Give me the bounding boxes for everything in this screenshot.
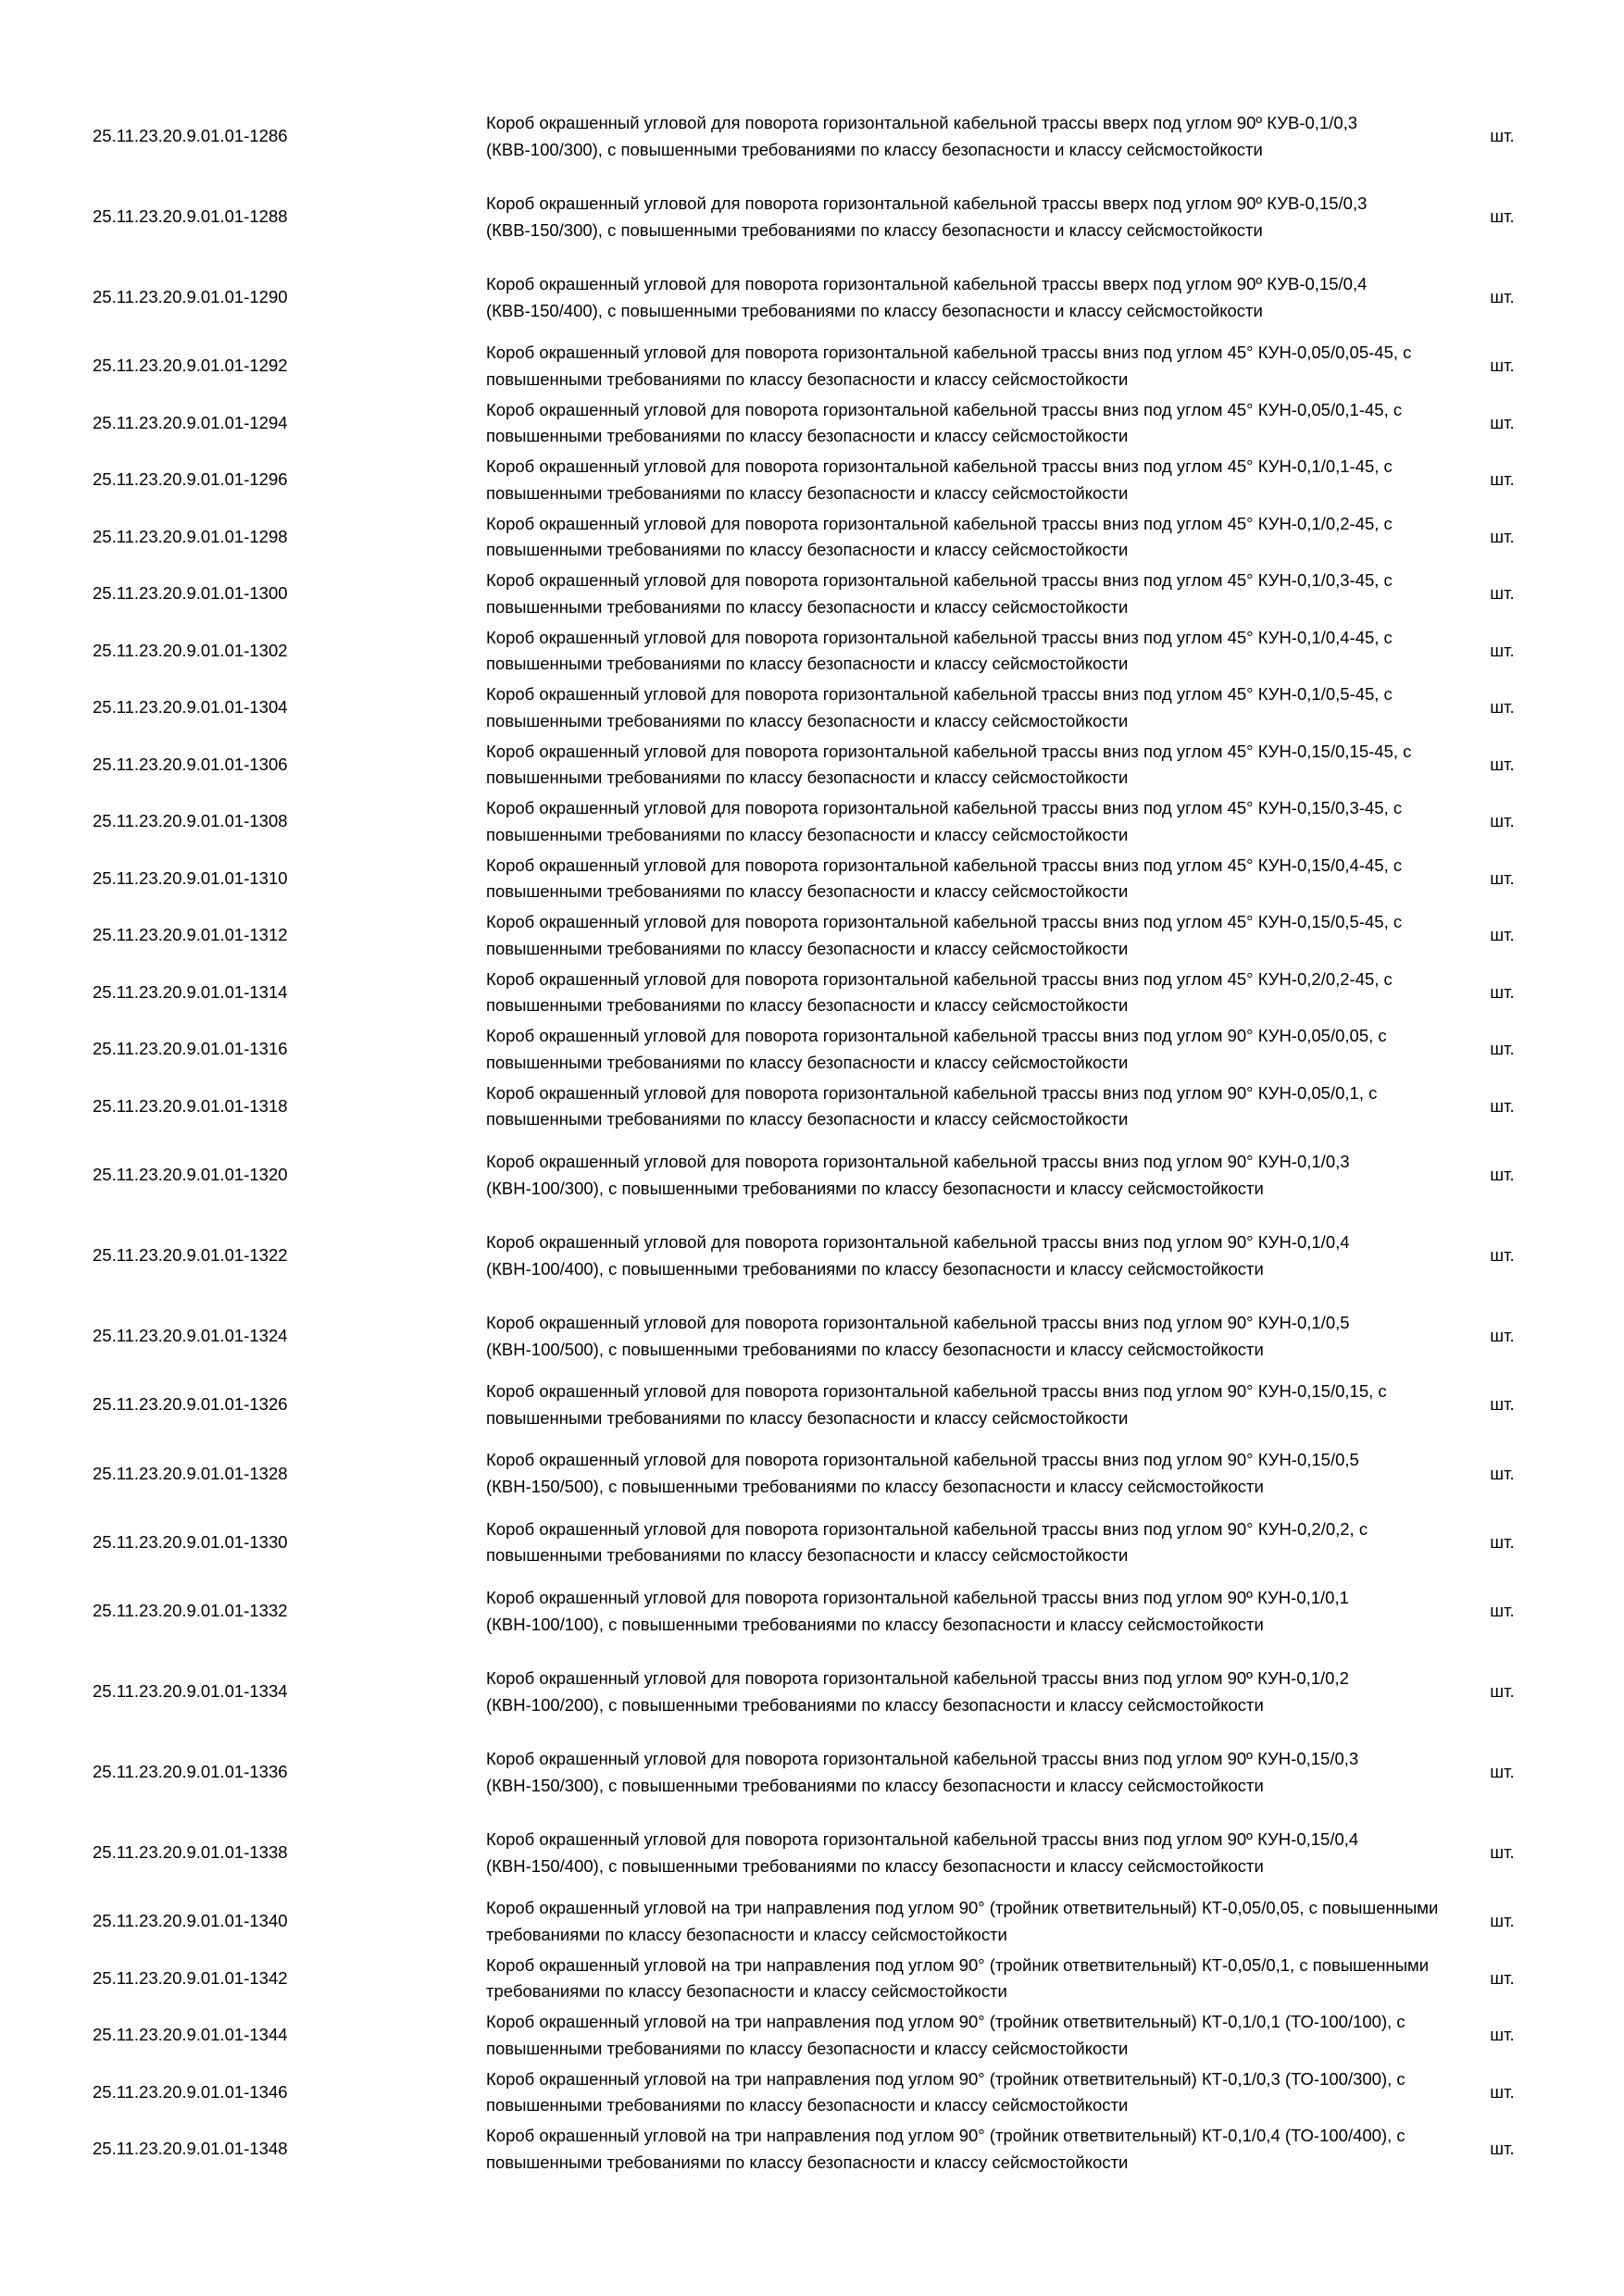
table-row (93, 1732, 1555, 1813)
item-unit: шт. (1490, 867, 1515, 888)
item-name: Короб окрашенный угловой для поворота горизонтальной кабельной трассы вверх под углом 90º КУВ-0,15/0,4 (КВВ-150/400), с повышенными требованиями по классу безопасности и классу сейсмостойкости (486, 273, 1368, 320)
table-row (93, 1515, 1555, 1572)
item-unit: шт. (1490, 526, 1515, 546)
item-unit: шт. (1490, 754, 1515, 774)
item-name: Короб окрашенный угловой для поворота горизонтальной кабельной трассы вниз под углом 90° КУН-0,05/0,1, с повышенными требованиями по классу безопасности и классу сейсмостойкости (486, 1082, 1378, 1129)
item-name: Короб окрашенный угловой для поворота горизонтальной кабельной трассы вниз под углом 45° КУН-0,05/0,05-45, с повышенными требованиями по классу безопасности и классу сейсмостойкости (486, 343, 1412, 389)
item-code: 25.11.23.20.9.01.01-1310 (93, 867, 288, 888)
item-code: 25.11.23.20.9.01.01-1332 (93, 1601, 288, 1621)
item-unit: шт. (1490, 356, 1515, 376)
item-unit: шт. (1490, 1245, 1515, 1266)
item-name: Короб окрашенный угловой для поворота горизонтальной кабельной трассы вниз под углом 90° КУН-0,1/0,5 (КВН-100/500), с повышенными требованиями по классу безопасности и классу сейсмостойкости (486, 1312, 1350, 1359)
item-unit: шт. (1490, 126, 1515, 146)
item-name: Короб окрашенный угловой для поворота горизонтальной кабельной трассы вниз под углом 90° КУН-0,05/0,05, с повышенными требованиями по классу безопасности и классу сейсмостойкости (486, 1026, 1387, 1072)
item-unit: шт. (1490, 469, 1515, 490)
table-row (93, 257, 1555, 338)
item-code: 25.11.23.20.9.01.01-1348 (93, 2139, 288, 2159)
item-unit: шт. (1490, 1165, 1515, 1185)
table-row (93, 1377, 1555, 1434)
item-code: 25.11.23.20.9.01.01-1318 (93, 1095, 288, 1116)
item-code: 25.11.23.20.9.01.01-1334 (93, 1681, 288, 1702)
table-row (93, 2065, 1555, 2122)
item-name: Короб окрашенный угловой для поворота горизонтальной кабельной трассы вниз под углом 90° КУН-0,1/0,4 (КВН-100/400), с повышенными требованиями по классу безопасности и классу сейсмостойкости (486, 1231, 1350, 1279)
table-row (93, 338, 1555, 395)
item-code: 25.11.23.20.9.01.01-1300 (93, 583, 288, 604)
table-row (93, 1951, 1555, 2008)
item-unit: шт. (1490, 412, 1515, 432)
table-row (93, 793, 1555, 851)
item-name: Короб окрашенный угловой на три направления под углом 90° (тройник ответвительный) КТ-0,1/0,4 (ТО-100/400), с повышенными требованиями по классу безопасности и классу сейсмостойкости (486, 2126, 1405, 2172)
item-unit: шт. (1490, 287, 1515, 307)
item-code: 25.11.23.20.9.01.01-1308 (93, 811, 288, 831)
item-code: 25.11.23.20.9.01.01-1298 (93, 526, 288, 546)
item-unit: шт. (1490, 1463, 1515, 1483)
item-name: Короб окрашенный угловой для поворота горизонтальной кабельной трассы вниз под углом 90° КУН-0,15/0,15, с повышенными требованиями по классу безопасности и классу сейсмостойкости (486, 1381, 1387, 1428)
item-name: Короб окрашенный угловой на три направления под углом 90° (тройник ответвительный) КТ-0,05/0,1, с повышенными требованиями по классу безопасности и классу сейсмостойкости (486, 1954, 1430, 2002)
item-code: 25.11.23.20.9.01.01-1340 (93, 1911, 288, 1931)
item-name: Короб окрашенный угловой для поворота горизонтальной кабельной трассы вниз под углом 45° КУН-0,15/0,3-45, с повышенными требованиями по классу безопасности и классу сейсмостойкости (486, 798, 1403, 844)
item-name: Короб окрашенный угловой для поворота горизонтальной кабельной трассы вниз под углом 45° КУН-0,15/0,5-45, с повышенными требованиями по классу безопасности и классу сейсмостойкости (486, 912, 1403, 958)
table-row (93, 1893, 1555, 1951)
table-row (93, 1021, 1555, 1079)
item-code: 25.11.23.20.9.01.01-1312 (93, 925, 288, 945)
table-row (93, 907, 1555, 965)
item-name: Короб окрашенный угловой для поворота горизонтальной кабельной трассы вниз под углом 90° КУН-0,2/0,2, с повышенными требованиями по классу безопасности и классу сейсмостойкости (486, 1518, 1368, 1566)
item-code: 25.11.23.20.9.01.01-1346 (93, 2081, 288, 2102)
item-code: 25.11.23.20.9.01.01-1322 (93, 1245, 288, 1266)
item-unit: шт. (1490, 1967, 1515, 1988)
item-code: 25.11.23.20.9.01.01-1288 (93, 206, 288, 227)
item-name: Короб окрашенный угловой для поворота горизонтальной кабельной трассы вверх под углом 90º КУВ-0,1/0,3 (КВВ-100/300), с повышенными требованиями по классу безопасности и классу сейсмостойкости (486, 112, 1358, 159)
item-code: 25.11.23.20.9.01.01-1294 (93, 412, 288, 432)
item-unit: шт. (1490, 1326, 1515, 1346)
item-name: Короб окрашенный угловой на три направления под углом 90° (тройник ответвительный) КТ-0,1/0,1 (ТО-100/100), с повышенными требованиями по классу безопасности и классу сейсмостойкости (486, 2012, 1405, 2058)
item-code: 25.11.23.20.9.01.01-1342 (93, 1967, 288, 1988)
table-row (93, 1135, 1555, 1216)
item-code: 25.11.23.20.9.01.01-1306 (93, 754, 288, 774)
item-name: Короб окрашенный угловой для поворота горизонтальной кабельной трассы вниз под углом 45° КУН-0,1/0,2-45, с повышенными требованиями по классу безопасности и классу сейсмостойкости (486, 513, 1393, 560)
item-name: Короб окрашенный угловой для поворота горизонтальной кабельной трассы вниз под углом 45° КУН-0,1/0,5-45, с повышенными требованиями по классу безопасности и классу сейсмостойкости (486, 684, 1393, 730)
table-row (93, 509, 1555, 567)
item-unit: шт. (1490, 1842, 1515, 1863)
item-name: Короб окрашенный угловой для поворота горизонтальной кабельной трассы вниз под углом 90º КУН-0,15/0,4 (КВН-150/400), с повышенными требованиями по классу безопасности и классу сейсмостойкости (486, 1828, 1359, 1876)
item-code: 25.11.23.20.9.01.01-1328 (93, 1463, 288, 1483)
item-code: 25.11.23.20.9.01.01-1302 (93, 640, 288, 660)
item-code: 25.11.23.20.9.01.01-1344 (93, 2025, 288, 2045)
item-unit: шт. (1490, 981, 1515, 1002)
table-row (93, 1216, 1555, 1296)
catalog-table (93, 96, 1555, 2178)
item-unit: шт. (1490, 206, 1515, 227)
table-row (93, 566, 1555, 623)
item-name: Короб окрашенный угловой для поворота горизонтальной кабельной трассы вниз под углом 45° КУН-0,1/0,1-45, с повышенными требованиями по классу безопасности и классу сейсмостойкости (486, 456, 1393, 503)
item-unit: шт. (1490, 2139, 1515, 2159)
item-code: 25.11.23.20.9.01.01-1304 (93, 697, 288, 718)
item-unit: шт. (1490, 640, 1515, 660)
item-name: Короб окрашенный угловой для поворота горизонтальной кабельной трассы вниз под углом 90º КУН-0,15/0,3 (КВН-150/300), с повышенными требованиями по классу безопасности и классу сейсмостойкости (486, 1748, 1359, 1795)
item-code: 25.11.23.20.9.01.01-1296 (93, 469, 288, 490)
item-unit: шт. (1490, 925, 1515, 945)
item-unit: шт. (1490, 583, 1515, 604)
item-code: 25.11.23.20.9.01.01-1324 (93, 1326, 288, 1346)
table-row (93, 96, 1555, 177)
item-name: Короб окрашенный угловой для поворота горизонтальной кабельной трассы вниз под углом 90º КУН-0,1/0,2 (КВН-100/200), с повышенными требованиями по классу безопасности и классу сейсмостойкости (486, 1667, 1349, 1715)
table-row (93, 1079, 1555, 1136)
item-unit: шт. (1490, 697, 1515, 718)
table-row (93, 623, 1555, 680)
item-name: Короб окрашенный угловой для поворота горизонтальной кабельной трассы вниз под углом 45° КУН-0,05/0,1-45, с повышенными требованиями по классу безопасности и классу сейсмостойкости (486, 399, 1403, 446)
table-row (93, 1652, 1555, 1732)
table-row (93, 452, 1555, 509)
item-name: Короб окрашенный угловой для поворота горизонтальной кабельной трассы вниз под углом 90º КУН-0,1/0,1 (КВН-100/100), с повышенными требованиями по классу безопасности и классу сейсмостойкости (486, 1587, 1349, 1634)
table-row (93, 1813, 1555, 1893)
item-code: 25.11.23.20.9.01.01-1336 (93, 1762, 288, 1782)
item-code: 25.11.23.20.9.01.01-1286 (93, 126, 288, 146)
item-code: 25.11.23.20.9.01.01-1330 (93, 1531, 288, 1552)
item-name: Короб окрашенный угловой на три направления под углом 90° (тройник ответвительный) КТ-0,05/0,05, с повышенными требованиями по классу безопасности и классу сейсмостойкости (486, 1898, 1439, 1944)
item-code: 25.11.23.20.9.01.01-1292 (93, 356, 288, 376)
item-unit: шт. (1490, 1095, 1515, 1116)
item-code: 25.11.23.20.9.01.01-1314 (93, 981, 288, 1002)
catalog-body (93, 96, 1555, 2178)
table-row (93, 737, 1555, 794)
item-name: Короб окрашенный угловой для поворота горизонтальной кабельной трассы вниз под углом 45° КУН-0,15/0,4-45, с повышенными требованиями по классу безопасности и классу сейсмостойкости (486, 855, 1403, 902)
item-name: Короб окрашенный угловой для поворота горизонтальной кабельной трассы вверх под углом 90º КУВ-0,15/0,3 (КВВ-150/300), с повышенными требованиями по классу безопасности и классу сейсмостойкости (486, 193, 1368, 240)
item-code: 25.11.23.20.9.01.01-1290 (93, 287, 288, 307)
table-row (93, 1571, 1555, 1652)
item-name: Короб окрашенный угловой для поворота горизонтальной кабельной трассы вниз под углом 45° КУН-0,2/0,2-45, с повышенными требованиями по классу безопасности и классу сейсмостойкости (486, 968, 1393, 1016)
table-row (93, 2121, 1555, 2178)
table-row (93, 680, 1555, 737)
item-unit: шт. (1490, 2025, 1515, 2045)
item-unit: шт. (1490, 2081, 1515, 2102)
item-unit: шт. (1490, 1681, 1515, 1702)
item-code: 25.11.23.20.9.01.01-1326 (93, 1394, 288, 1415)
table-row (93, 851, 1555, 908)
item-code: 25.11.23.20.9.01.01-1320 (93, 1165, 288, 1185)
table-row (93, 395, 1555, 453)
item-name: Короб окрашенный угловой для поворота горизонтальной кабельной трассы вниз под углом 45° КУН-0,15/0,15-45, с повышенными требованиями по классу безопасности и классу сейсмостойкости (486, 741, 1412, 788)
item-code: 25.11.23.20.9.01.01-1338 (93, 1842, 288, 1863)
item-name: Короб окрашенный угловой на три направления под углом 90° (тройник ответвительный) КТ-0,1/0,3 (ТО-100/300), с повышенными требованиями по классу безопасности и классу сейсмостойкости (486, 2068, 1405, 2115)
table-row (93, 1296, 1555, 1377)
item-name: Короб окрашенный угловой для поворота горизонтальной кабельной трассы вниз под углом 45° КУН-0,1/0,4-45, с повышенными требованиями по классу безопасности и классу сейсмостойкости (486, 627, 1393, 674)
table-row (93, 1434, 1555, 1515)
table-row (93, 177, 1555, 257)
table-row (93, 965, 1555, 1022)
item-unit: шт. (1490, 1394, 1515, 1415)
item-unit: шт. (1490, 1531, 1515, 1552)
item-unit: шт. (1490, 1039, 1515, 1059)
item-name: Короб окрашенный угловой для поворота горизонтальной кабельной трассы вниз под углом 90° КУН-0,15/0,5 (КВН-150/500), с повышенными требованиями по классу безопасности и классу сейсмостойкости (486, 1450, 1359, 1496)
item-unit: шт. (1490, 1601, 1515, 1621)
item-code: 25.11.23.20.9.01.01-1316 (93, 1039, 288, 1059)
item-name: Короб окрашенный угловой для поворота горизонтальной кабельной трассы вниз под углом 90° КУН-0,1/0,3 (КВН-100/300), с повышенными требованиями по классу безопасности и классу сейсмостойкости (486, 1151, 1350, 1198)
table-row (93, 2007, 1555, 2065)
item-unit: шт. (1490, 1762, 1515, 1782)
item-unit: шт. (1490, 811, 1515, 831)
item-name: Короб окрашенный угловой для поворота горизонтальной кабельной трассы вниз под углом 45° КУН-0,1/0,3-45, с повышенными требованиями по классу безопасности и классу сейсмостойкости (486, 570, 1393, 617)
item-unit: шт. (1490, 1911, 1515, 1931)
